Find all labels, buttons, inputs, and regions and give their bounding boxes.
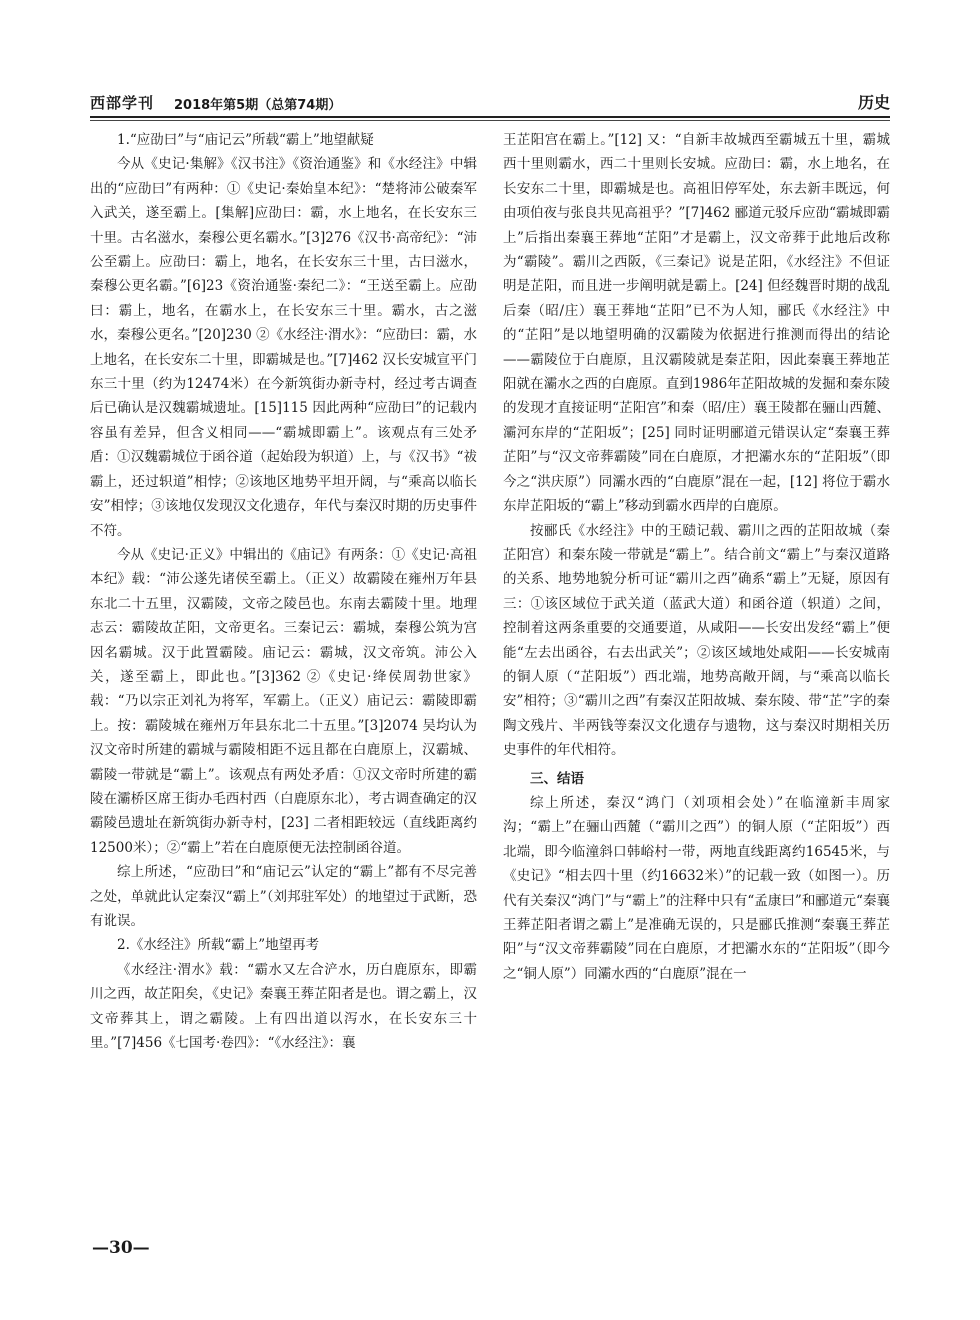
page-number: —30— — [92, 1238, 150, 1258]
issue-info: 2018年第5期（总第74期） — [174, 98, 342, 113]
paragraph: 今从《史记·集解》《汉书注》《资治通鉴》和《水经注》中辑出的“应劭曰”有两种：①《史记·秦始皇本纪》：“楚将沛公破秦军入武关，遂至霸上。[集解]应劭曰：霸，水上地名，在长安东三十里。古名滋水，秦穆公更名霸水。”[3]276《汉书·高帝纪》：“沛公至霸上。应劭曰：霸上，地名，在长安东三十里，古曰滋水，秦穆公更名霸。”[6]23《资治通鉴·秦纪二》：“王送至霸上。应劭曰：霸上，地名，在霸水上，在长安东三十里。霸水，古之滋水，秦穆公更名。”[20]230 ②《水经注·渭水》：“应劭曰：霸，水上地名，在长安东二十里，即霸城是也。”[7]462 汉长安城宣平门东三十里（约为12474米）在今新筑街办新寺村，经过考古调查后已确认是汉魏霸城遗址。[15]115 因此两种“应劭曰”的记载内容虽有差异，但含义相同——“霸城即霸上”。该观点有三处矛盾：①汉魏霸城位于函谷道（起始段为轵道）上，与《汉书》“祓霸上，还过轵道”相悖；②该地区地势平坦开阔，与“乘高以临长安”相悖；③该地仅发现汉文化遗存，年代与秦汉时期的历史事件不符。 — [90, 156, 477, 539]
paragraph: 王芷阳宫在霸上。”[12] 又：“自新丰故城西至霸城五十里，霸城西十里则霸水，西二十里则长安城。应劭曰：霸，水上地名，在长安东二十里，即霸城是也。高祖旧停军处，东去新丰既远，何由项伯夜与张良共见高祖乎？”[7]462 郦道元驳斥应劭“霸城即霸上”后指出秦襄王葬地“芷阳”才是霸上，汉文帝葬于此地后改称为“霸陵”。霸川之西阪，《三秦记》说是芷阳，《水经注》不但证明是芷阳，而且进一步阐明就是霸上。[24] 但经魏晋时期的战乱后秦（昭/庄）襄王葬地“芷阳”已不为人知，郦氏《水经注》中的“芷阳”是以地望明确的汉霸陵为依据进行推测而得出的结论——霸陵位于白鹿原，且汉霸陵就是秦芷阳，因此秦襄王葬地芷阳就在灞水之西的白鹿原。直到1986年芷阳故城的发掘和秦东陵的发现才直接证明“芷阳宫”和秦（昭/庄）襄王陵都在骊山西麓、灞河东岸的“芷阳坂”；[25] 同时证明郦道元错误认定“秦襄王葬芷阳”与“汉文帝葬霸陵”同在白鹿原，才把灞水东的“芷阳坂”（即今之“洪庆原”）同灞水西的“白鹿原”混在一起，[12] 将位于霸水东岸芷阳坂的“霸上”移动到霸水西岸的白鹿原。 — [503, 132, 890, 515]
paragraph: 今从《史记·正义》中辑出的《庙记》有两条：①《史记·高祖本纪》载：“沛公遂先诸侯至霸上。（正义）故霸陵在雍州万年县东北二十五里，汉霸陵，文帝之陵邑也。东南去霸陵十里。地理志云：霸陵故芷阳，文帝更名。三秦记云：霸城，秦穆公筑为宫因名霸城。汉于此置霸陵。庙记云：霸城，汉文帝筑。沛公入关，遂至霸上，即此也。”[3]362 ②《史记·绛侯周勃世家》载：“乃以宗正刘礼为将军，军霸上。（正义）庙记云：霸陵即霸上。按：霸陵城在雍州万年县东北二十五里。”[3]2074 吴均认为汉文帝时所建的霸城与霸陵相距不远且都在白鹿原上，汉霸城、霸陵一带就是“霸上”。该观点有两处矛盾：①汉文帝时所建的霸陵在灞桥区席王街办毛西村西（白鹿原东北），考古调查确定的汉霸陵邑遗址在新筑街办新寺村，[23] 二者相距较远（直线距离约12500米）；②“霸上”若在白鹿原便无法控制函谷道。 — [90, 546, 477, 856]
journal-masthead: 西部学刊 — [90, 94, 155, 112]
section-tag: 历史 — [857, 93, 890, 112]
header-rule-thick — [90, 116, 890, 118]
paragraph: 《水经注·渭水》载：“霸水又左合浐水，历白鹿原东，即霸川之西，故芷阳矣，《史记》秦襄王葬芷阳者是也。谓之霸上，汉文帝葬其上，谓之霸陵。上有四出道以泻水，在长安东三十里。”[7]456《七国考·卷四》：“《水经注》：襄 — [90, 961, 477, 1052]
right-column — [503, 128, 890, 1228]
left-column — [90, 128, 477, 1228]
paragraph: 按郦氏《水经注》中的王赜记载、霸川之西的芷阳故城（秦芷阳宫）和秦东陵一带就是“霸上”。结合前文“霸上”与秦汉道路的关系、地势地貌分析可证“霸川之西”确系“霸上”无疑，原因有三：①该区域位于武关道（蓝武大道）和函谷道（轵道）之间，控制着这两条重要的交通要道，从咸阳——长安出发经“霸上”便能“左去出函谷，右去出武关”；②该区域地处咸阳——长安城南的铜人原（“芷阳坂”）西北端，地势高敞开阔，与“乘高以临长安”相符；③“霸川之西”有秦汉芷阳故城、秦东陵、带“芷”字的秦陶文残片、半两钱等秦汉文化遗存与遗物，这与秦汉时期相关历史事件的年代相符。 — [503, 522, 890, 759]
paragraph: 综上所述，秦汉“鸿门（刘项相会处）”在临潼新丰周家沟；“霸上”在骊山西麓（“霸川之西”）的铜人原（“芷阳坂”）西北端，即今临潼斜口韩峪村一带，两地直线距离约16545米，与《史记》“相去四十里（约16632米）”的记载一致（如图一）。历代有关秦汉“鸿门”与“霸上”的注释中只有“孟康曰”和郦道元“秦襄王葬芷阳者谓之霸上”是准确无误的，只是郦氏推测“秦襄王葬芷阳”与“汉文帝葬霸陵”同在白鹿原，才把灞水东的“芷阳坂”（即今之“铜人原”）同灞水西的“白鹿原”混在一 — [503, 794, 890, 982]
running-header — [90, 86, 890, 116]
header-rule-thin — [90, 120, 890, 121]
paragraph: 综上所述，“应劭曰”和“庙记云”认定的“霸上”都有不尽完善之处，单就此认定秦汉“霸上”（刘邦驻军处）的地望过于武断，恐有讹误。 — [90, 864, 477, 929]
subsection-heading-2: 2.《水经注》所载“霸上”地望再考 — [117, 937, 320, 954]
subsection-heading-1: 1.“应劭曰”与“庙记云”所载“霸上”地望献疑 — [117, 132, 374, 148]
section-heading-conclusion: 三、结语 — [530, 770, 584, 787]
